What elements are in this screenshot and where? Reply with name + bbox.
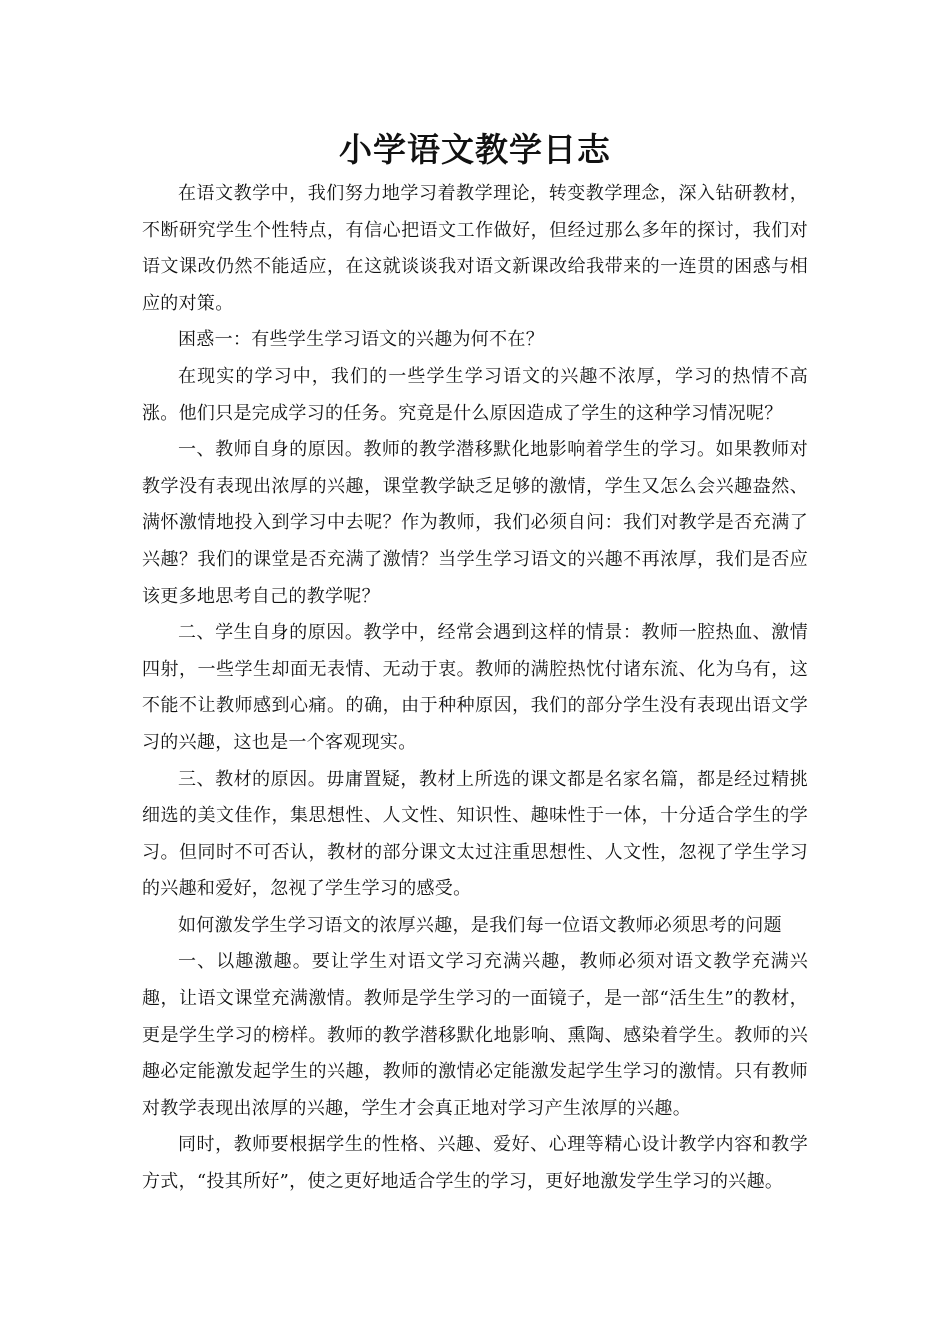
paragraph-question: 如何激发学生学习语文的浓厚兴趣，是我们每一位语文教师必须思考的问题 <box>178 914 782 936</box>
paragraph-interest-method: 一、以趣激趣。要让学生对语文学习充满兴趣，教师必须对语文教学充满兴趣，让语文课堂充满激情。教师是学生学习的一面镜子，是一部“活生生”的教材，更是学生学习的榜样。教师的教学潜移默化地影响、熏陶、感染着学生。教师的兴趣必定能激发起学生的兴趣，教师的激情必定能激发起学生学习的激情。只有教师对教学表现出浓厚的兴趣，学生才会真正地对学习产生浓厚的兴趣。 <box>142 951 808 1119</box>
document-page <box>142 124 808 1201</box>
paragraph-design-method: 同时，教师要根据学生的性格、兴趣、爱好、心理等精心设计教学内容和教学方式，“投其所好”，使之更好地适合学生的学习，更好地激发学生学习的兴趣。 <box>142 1134 808 1193</box>
paragraph-teacher-reason: 一、教师自身的原因。教师的教学潜移默化地影响着学生的学习。如果教师对教学没有表现出浓厚的兴趣，课堂教学缺乏足够的激情，学生又怎么会兴趣盎然、满怀激情地投入到学习中去呢？作为教师，我们必须自问：我们对教学是否充满了兴趣？我们的课堂是否充满了激情？当学生学习语文的兴趣不再浓厚，我们是否应该更多地思考自己的教学呢？ <box>142 439 808 607</box>
document-title: 小学语文教学日志 <box>339 130 611 169</box>
paragraph-reality: 在现实的学习中，我们的一些学生学习语文的兴趣不浓厚，学习的热情不高涨。他们只是完成学习的任务。究竟是什么原因造成了学生的这种学习情况呢？ <box>142 365 808 424</box>
paragraph-intro: 在语文教学中，我们努力地学习着教学理论，转变教学理念，深入钻研教材，不断研究学生个性特点，有信心把语文工作做好，但经过那么多年的探讨，我们对语文课改仍然不能适应，在这就谈谈我对语文新课改给我带来的一连贯的困惑与相应的对策。 <box>142 183 808 314</box>
paragraph-confusion-one: 困惑一：有些学生学习语文的兴趣为何不在？ <box>178 329 544 351</box>
paragraph-textbook-reason: 三、教材的原因。毋庸置疑，教材上所选的课文都是名家名篇，都是经过精挑细选的美文佳作，集思想性、人文性、知识性、趣味性于一体，十分适合学生的学习。但同时不可否认，教材的部分课文太过注重思想性、人文性，忽视了学生学习的兴趣和爱好，忽视了学生学习的感受。 <box>142 768 808 900</box>
paragraph-student-reason: 二、学生自身的原因。教学中，经常会遇到这样的情景：教师一腔热血、激情四射，一些学生却面无表情、无动于衷。教师的满腔热忱付诸东流、化为乌有，这不能不让教师感到心痛。的确，由于种种原因，我们的部分学生没有表现出语文学习的兴趣，这也是一个客观现实。 <box>142 622 808 753</box>
